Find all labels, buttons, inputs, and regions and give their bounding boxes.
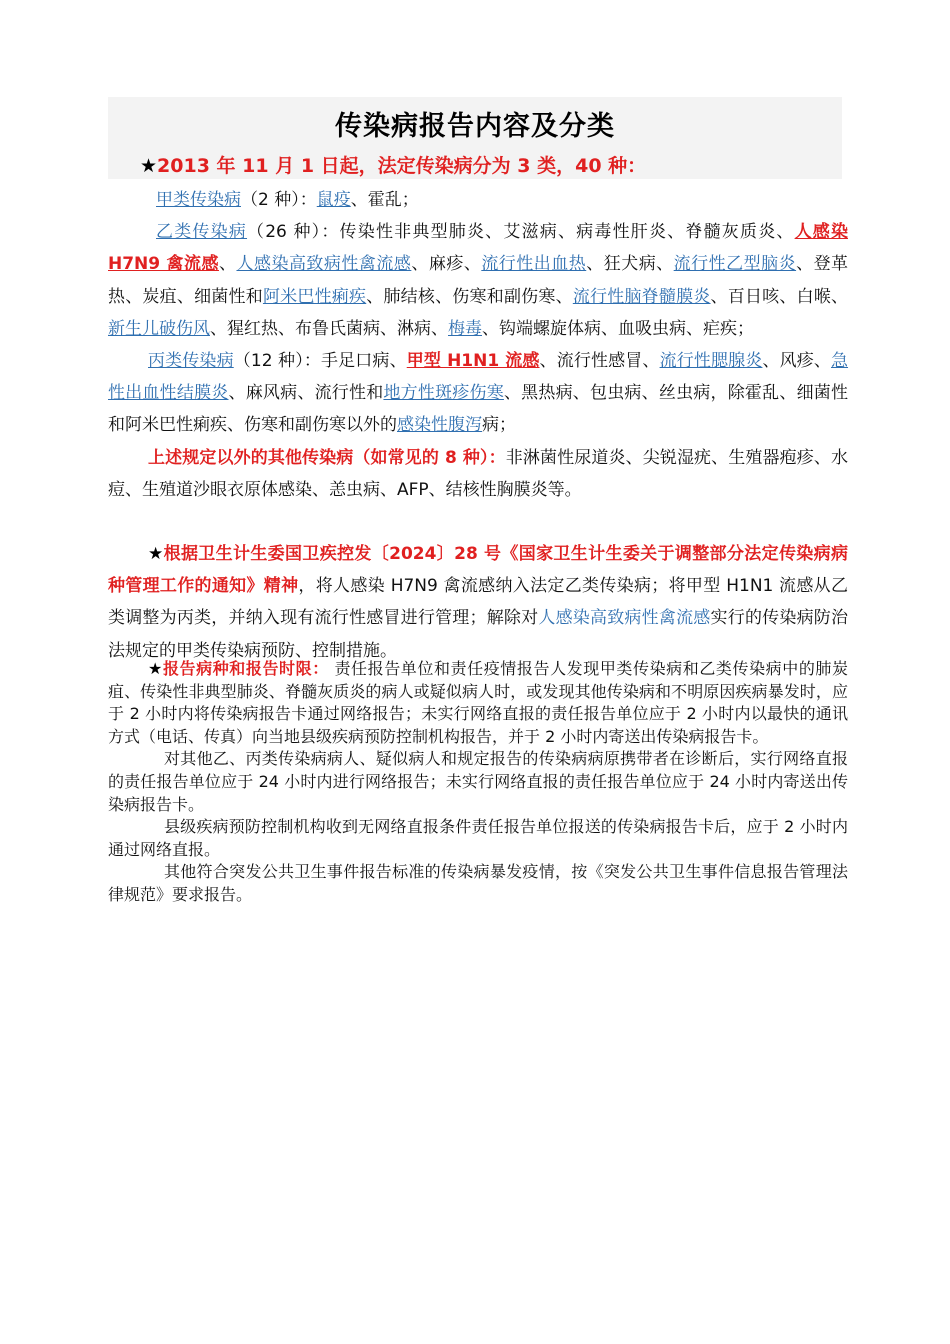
class-b-link[interactable]: 乙类传染病: [156, 222, 248, 243]
other-diseases-paragraph: 上述规定以外的其他传染病（如常见的 8 种）：非淋菌性尿道炎、尖锐湿疣、生殖器疱疹、水痘、生殖道沙眼衣原体感染、恙虫病、AFP、结核性胸膜炎等。: [108, 447, 849, 500]
other-diseases-heading: 上述规定以外的其他传染病（如常见的 8 种）：: [148, 447, 506, 468]
disease-link-amoebic-dysentery[interactable]: 阿米巴性痢疾: [262, 286, 367, 307]
page-title: 传染病报告内容及分类: [335, 111, 615, 142]
class-a-paragraph: 甲类传染病（2 种）：鼠疫、霍乱；: [156, 190, 419, 210]
disease-link-infectious-diarrhea[interactable]: 感染性腹泻: [397, 415, 482, 436]
class-c-link[interactable]: 丙类传染病: [148, 351, 234, 372]
disease-link-hpai[interactable]: 人感染高致病性禽流感: [236, 254, 412, 275]
star-icon: ★: [140, 155, 158, 177]
h1n1-highlight[interactable]: 甲型 H1N1 流感: [406, 351, 540, 372]
reporting-section: [108, 658, 848, 907]
disease-link-conjunctivitis[interactable]: 急性出血性结膜炎: [108, 351, 849, 404]
disease-link-hpai-notice[interactable]: 人感染高致病性禽流感: [538, 608, 711, 629]
disease-link-plague[interactable]: 鼠疫: [316, 190, 351, 210]
notice-paragraph: ★根据卫生计生委国卫疾控发〔2024〕28 号《国家卫生计生委关于调整部分法定传染病病种管理工作的通知》精神，将人感染 H7N9 禽流感纳入法定乙类传染病；将甲型 H1N1 流感从乙类调整为丙类，并纳入现有流行性感冒进行管理；解除对人感染高致病性禽流感实行的传染病防治法规定的甲类传染病预防、控制措施。: [108, 544, 849, 661]
reporting-paragraph-3: 县级疾病预防控制机构收到无网络直报条件责任报告单位报送的传染病报告卡后，应于 2 小时内通过网络直报。: [108, 817, 848, 859]
h7n9-highlight[interactable]: 人感染 H7N9 禽流感: [108, 222, 848, 275]
disease-link-typhus[interactable]: 地方性斑疹伤寒: [383, 383, 504, 404]
class-c-paragraph: 丙类传染病（12 种）：手足口病、甲型 H1N1 流感、流行性感冒、流行性腮腺炎、风疹、急性出血性结膜炎、麻风病、流行性和地方性斑疹伤寒、黑热病、包虫病、丝虫病，除霍乱、细菌性和阿米巴性痢疾、伤寒和副伤寒以外的感染性腹泻病；: [108, 351, 849, 436]
reporting-paragraph-4: 其他符合突发公共卫生事件报告标准的传染病暴发疫情，按《突发公共卫生事件信息报告管理法律规范》要求报告。: [108, 862, 848, 904]
star-icon: ★: [148, 659, 163, 678]
disease-link-neonatal-tetanus[interactable]: 新生儿破伤风: [108, 318, 210, 339]
notice-section: [108, 538, 848, 667]
disease-link-hemorrhagic-fever[interactable]: 流行性出血热: [481, 254, 587, 275]
reporting-paragraph-2: 对其他乙、丙类传染病病人、疑似病人和规定报告的传染病病原携带者在诊断后，实行网络直报的责任报告单位应于 24 小时内进行网络报告；未实行网络直报的责任报告单位应于 24 小时内寄送出传染病报告卡。: [108, 749, 848, 814]
classification-section: [108, 184, 848, 506]
disease-link-mumps[interactable]: 流行性腮腺炎: [659, 351, 763, 372]
class-b-paragraph: 乙类传染病（26 种）：传染性非典型肺炎、艾滋病、病毒性肝炎、脊髓灰质炎、人感染 H7N9 禽流感、人感染高致病性禽流感、麻疹、流行性出血热、狂犬病、流行性乙型脑炎、登革热、炭疽、细菌性和阿米巴性痢疾、肺结核、伤寒和副伤寒、流行性脑脊髓膜炎、百日咳、白喉、新生儿破伤风、猩红热、布鲁氏菌病、淋病、梅毒、钩端螺旋体病、血吸虫病、疟疾；: [108, 222, 849, 339]
subtitle: [140, 151, 646, 178]
notice-reference: 根据卫生计生委国卫疾控发〔2024〕28 号《国家卫生计生委关于调整部分法定传染病病种管理工作的通知》精神: [108, 544, 848, 597]
disease-link-meningitis[interactable]: 流行性脑脊髓膜炎: [572, 286, 711, 307]
disease-link-syphilis[interactable]: 梅毒: [448, 318, 482, 339]
disease-link-japanese-encephalitis[interactable]: 流行性乙型脑炎: [673, 254, 797, 275]
star-icon: ★: [148, 544, 164, 564]
reporting-heading: 报告病种和报告时限：: [162, 659, 329, 678]
subtitle-text: 2013 年 11 月 1 日起，法定传染病分为 3 类，40 种：: [157, 155, 647, 177]
reporting-paragraph-1: ★报告病种和报告时限： 责任报告单位和责任疫情报告人发现甲类传染病和乙类传染病中的肺炭疽、传染性非典型肺炎、脊髓灰质炎的病人或疑似病人时，或发现其他传染病和不明原因疾病暴发时，应于 2 小时内将传染病报告卡通过网络报告；未实行网络直报的责任报告单位应于 2 小时内以最快的通讯方式（电话、传真）向当地县级疾病预防控制机构报告，并于 2 小时内寄送出传染病报告卡。: [108, 659, 849, 746]
class-a-link[interactable]: 甲类传染病: [156, 190, 241, 210]
